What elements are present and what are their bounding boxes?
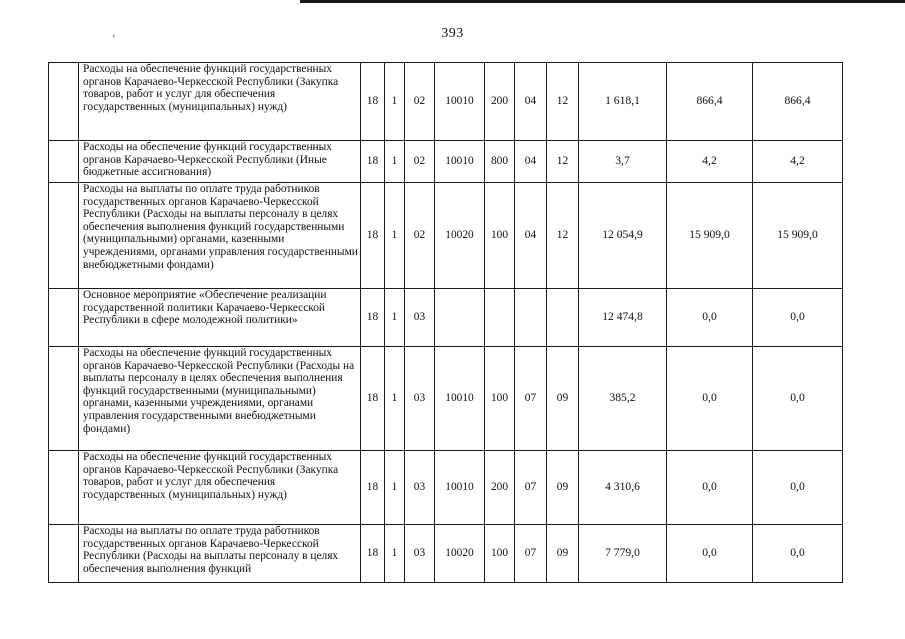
gov-code: 18 xyxy=(361,451,385,525)
value-year-1: 3,7 xyxy=(579,141,667,183)
value-year-2: 0,0 xyxy=(667,525,753,583)
direction-code: 10020 xyxy=(435,183,485,289)
program-code: 1 xyxy=(385,347,405,451)
scan-mark: ⸗ xyxy=(110,29,117,41)
row-description: Основное мероприятие «Обеспечение реализации государственной политики Карачаево-Черкесской Республики в сфере молодежной политики» xyxy=(79,289,361,347)
value-year-1: 1 618,1 xyxy=(579,63,667,141)
budget-table xyxy=(48,62,843,583)
value-year-1: 12 474,8 xyxy=(579,289,667,347)
row-number-cell xyxy=(49,141,79,183)
value-year-2: 0,0 xyxy=(667,451,753,525)
subprogram-code: 02 xyxy=(405,63,435,141)
section-code: 04 xyxy=(515,63,547,141)
row-description: Расходы на обеспечение функций государственных органов Карачаево-Черкесской Республики (Закупка товаров, работ и услуг для обеспечения государственных (муниципальных) нужд) xyxy=(79,451,361,525)
value-year-3: 0,0 xyxy=(753,451,843,525)
value-year-3: 0,0 xyxy=(753,289,843,347)
table-row xyxy=(49,451,843,525)
table-row xyxy=(49,183,843,289)
subsection-code: 09 xyxy=(547,525,579,583)
section-code: 04 xyxy=(515,183,547,289)
gov-code: 18 xyxy=(361,525,385,583)
value-year-2: 15 909,0 xyxy=(667,183,753,289)
section-code: 04 xyxy=(515,141,547,183)
table-row xyxy=(49,347,843,451)
row-description: Расходы на обеспечение функций государственных органов Карачаево-Черкесской Республики (Расходы на выплаты персоналу в целях обеспечения выполнения функций государственными (муниципальными) органами, казенными учреждениями, органами управления государственными внебюджетными фондами) xyxy=(79,347,361,451)
program-code: 1 xyxy=(385,451,405,525)
value-year-1: 7 779,0 xyxy=(579,525,667,583)
expense-type-code: 200 xyxy=(485,451,515,525)
value-year-2: 0,0 xyxy=(667,289,753,347)
row-number-cell xyxy=(49,525,79,583)
section-code: 07 xyxy=(515,525,547,583)
table-row xyxy=(49,525,843,583)
row-number-cell xyxy=(49,347,79,451)
direction-code xyxy=(435,289,485,347)
program-code: 1 xyxy=(385,289,405,347)
subprogram-code: 02 xyxy=(405,141,435,183)
value-year-3: 0,0 xyxy=(753,525,843,583)
subsection-code: 09 xyxy=(547,347,579,451)
subprogram-code: 03 xyxy=(405,347,435,451)
direction-code: 10010 xyxy=(435,141,485,183)
expense-type-code: 200 xyxy=(485,63,515,141)
value-year-2: 4,2 xyxy=(667,141,753,183)
value-year-2: 0,0 xyxy=(667,347,753,451)
direction-code: 10010 xyxy=(435,451,485,525)
subprogram-code: 02 xyxy=(405,183,435,289)
gov-code: 18 xyxy=(361,141,385,183)
value-year-1: 4 310,6 xyxy=(579,451,667,525)
direction-code: 10010 xyxy=(435,347,485,451)
section-code: 07 xyxy=(515,347,547,451)
expense-type-code: 100 xyxy=(485,525,515,583)
program-code: 1 xyxy=(385,141,405,183)
subsection-code: 09 xyxy=(547,451,579,525)
section-code: 07 xyxy=(515,451,547,525)
row-number-cell xyxy=(49,451,79,525)
value-year-2: 866,4 xyxy=(667,63,753,141)
row-number-cell xyxy=(49,183,79,289)
direction-code: 10020 xyxy=(435,525,485,583)
section-code xyxy=(515,289,547,347)
table-row xyxy=(49,141,843,183)
gov-code: 18 xyxy=(361,183,385,289)
page-number: 393 xyxy=(441,26,464,41)
expense-type-code: 100 xyxy=(485,347,515,451)
row-number-cell xyxy=(49,289,79,347)
table-row xyxy=(49,289,843,347)
program-code: 1 xyxy=(385,525,405,583)
table-body xyxy=(49,63,843,583)
subprogram-code: 03 xyxy=(405,289,435,347)
table-row xyxy=(49,63,843,141)
scan-top-edge xyxy=(300,0,905,3)
gov-code: 18 xyxy=(361,289,385,347)
expense-type-code xyxy=(485,289,515,347)
row-description: Расходы на выплаты по оплате труда работников государственных органов Карачаево-Черкесской Республики (Расходы на выплаты персоналу в целях обеспечения выполнения функций государственными (муниципальными) органами, казенными учреждениями, органами управления государственными внебюджетными фондами) xyxy=(79,183,361,289)
value-year-1: 12 054,9 xyxy=(579,183,667,289)
subsection-code: 12 xyxy=(547,141,579,183)
subprogram-code: 03 xyxy=(405,525,435,583)
direction-code: 10010 xyxy=(435,63,485,141)
row-description: Расходы на выплаты по оплате труда работников государственных органов Карачаево-Черкесской Республики (Расходы на выплаты персоналу в целях обеспечения выполнения функций xyxy=(79,525,361,583)
program-code: 1 xyxy=(385,183,405,289)
expense-type-code: 100 xyxy=(485,183,515,289)
row-description: Расходы на обеспечение функций государственных органов Карачаево-Черкесской Республики (Иные бюджетные ассигнования) xyxy=(79,141,361,183)
value-year-3: 0,0 xyxy=(753,347,843,451)
value-year-3: 866,4 xyxy=(753,63,843,141)
expense-type-code: 800 xyxy=(485,141,515,183)
gov-code: 18 xyxy=(361,347,385,451)
value-year-3: 15 909,0 xyxy=(753,183,843,289)
subsection-code: 12 xyxy=(547,63,579,141)
value-year-3: 4,2 xyxy=(753,141,843,183)
row-number-cell xyxy=(49,63,79,141)
gov-code: 18 xyxy=(361,63,385,141)
value-year-1: 385,2 xyxy=(579,347,667,451)
subsection-code xyxy=(547,289,579,347)
subprogram-code: 03 xyxy=(405,451,435,525)
program-code: 1 xyxy=(385,63,405,141)
row-description: Расходы на обеспечение функций государственных органов Карачаево-Черкесской Республики (Закупка товаров, работ и услуг для обеспечения государственных (муниципальных) нужд) xyxy=(79,63,361,141)
subsection-code: 12 xyxy=(547,183,579,289)
